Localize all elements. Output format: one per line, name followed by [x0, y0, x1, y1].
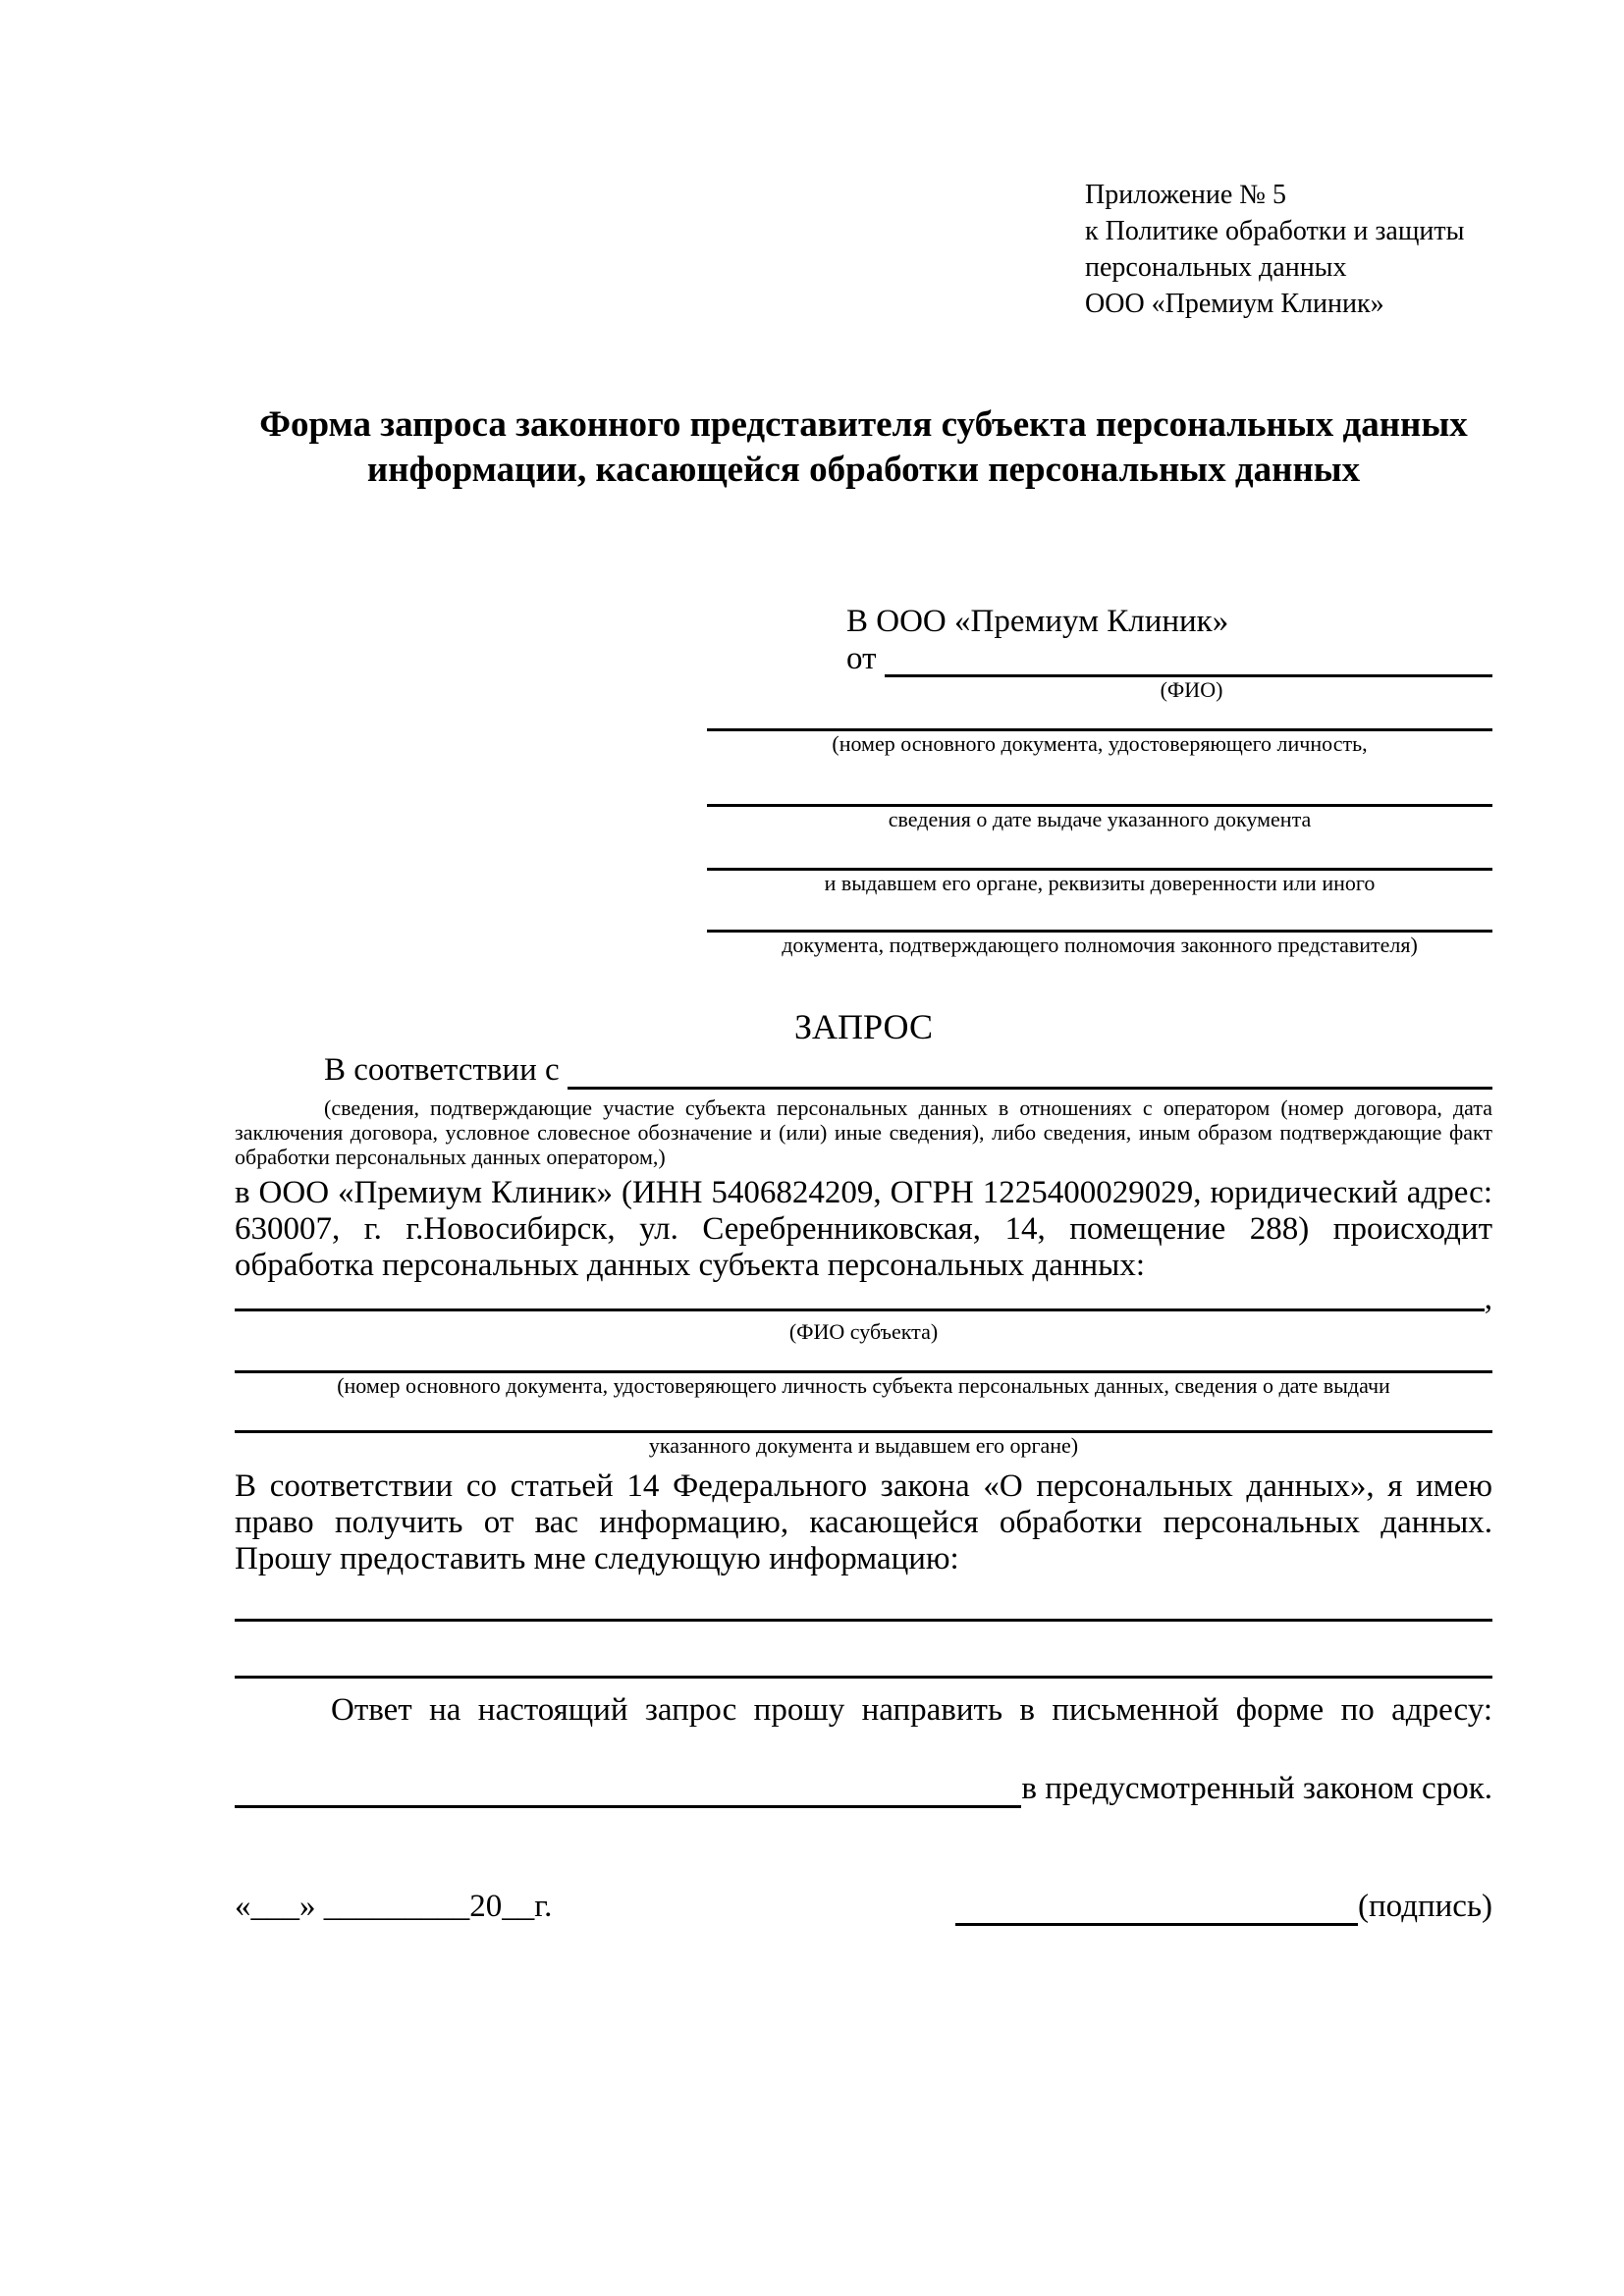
blank-line [707, 832, 1492, 871]
trailing-comma: , [1484, 1281, 1492, 1316]
address-blank-line [235, 1805, 1021, 1808]
request-heading: ЗАПРОС [794, 1007, 933, 1046]
addressee-to: В ООО «Премиум Клиник» [846, 604, 1229, 639]
answer-suffix: в предусмотренный законом срок. [1021, 1771, 1492, 1806]
subject-fio-blank-line [235, 1308, 1485, 1311]
blank-caption: документа, подтверждающего полномочия законного представителя) [782, 933, 1418, 957]
addressee-from-row [846, 640, 1492, 677]
subject-doc-blank-line [235, 1399, 1492, 1433]
signature-blank-line [955, 1890, 1358, 1926]
intro-blank-line [568, 1087, 1492, 1090]
blank-caption: и выдавшем его органе, реквизиты доверенности или иного [824, 871, 1376, 895]
operator-paragraph: в ООО «Премиум Клиник» (ИНН 5406824209, ОГРН 1225400029029, юридический адрес: 630007, г. г.Новосибирск, ул. Серебренниковская, 14, помещение 288) происходит обработка персональных данных субъекта персональных данных: [235, 1175, 1492, 1283]
intro-fineprint: (сведения, подтверждающие участие субъекта персональных данных в отношениях с оператором (номер договора, дата заключения договора, условное словесное обозначение и (или) иные сведения), либо сведения, иным образом подтверждающие факт обработки персональных данных оператором,) [235, 1095, 1492, 1169]
blank-line [707, 757, 1492, 807]
from-label: от [846, 641, 885, 676]
subject-fio-blank-row [235, 1281, 1492, 1316]
appendix-block [1085, 177, 1492, 322]
signature-row [235, 1887, 1492, 1926]
subject-doc-blank-line [235, 1345, 1492, 1373]
addressee-block [707, 603, 1492, 958]
subject-doc-caption: указанного документа и выдавшем его органе) [648, 1433, 1079, 1458]
page-title-line: информации, касающейся обработки персональных данных [366, 450, 1361, 490]
appendix-line: персональных данных [1085, 252, 1347, 283]
request-intro-row [235, 1050, 1492, 1090]
appendix-line: к Политике обработки и защиты [1085, 216, 1465, 246]
page-title-line: Форма запроса законного представителя субъекта персональных данных [259, 404, 1468, 445]
subject-doc-caption: (номер основного документа, удостоверяющего личность субъекта персональных данных, сведения о дате выдачи [337, 1373, 1390, 1398]
appendix-line: ООО «Премиум Клиник» [1085, 289, 1384, 319]
date-line: «___» _________20__г. [235, 1889, 553, 1924]
blank-caption: (номер основного документа, удостоверяющего личность, [832, 731, 1368, 756]
law-paragraph: В соответствии со статьей 14 Федерального закона «О персональных данных», я имею право получить от вас информацию, касающейся обработки персональных данных. Прошу предоставить мне следующую информацию: [235, 1468, 1492, 1576]
signature-caption: (подпись) [1358, 1889, 1492, 1924]
subject-fio-caption: (ФИО субъекта) [788, 1319, 939, 1344]
page-title [235, 402, 1492, 493]
signature-right [955, 1887, 1492, 1926]
fio-caption: (ФИО) [1160, 677, 1223, 702]
appendix-line: Приложение № 5 [1085, 180, 1286, 210]
blank-line [707, 703, 1492, 731]
intro-prefix: В соответствии с [324, 1052, 568, 1088]
info-blank-line [235, 1622, 1492, 1679]
blank-line [707, 896, 1492, 933]
info-blank-line [235, 1577, 1492, 1622]
blank-caption: сведения о дате выдаче указанного документа [888, 807, 1312, 831]
answer-address-row [235, 1769, 1492, 1808]
answer-paragraph: Ответ на настоящий запрос прошу направить в письменной форме по адресу: [331, 1692, 1492, 1728]
